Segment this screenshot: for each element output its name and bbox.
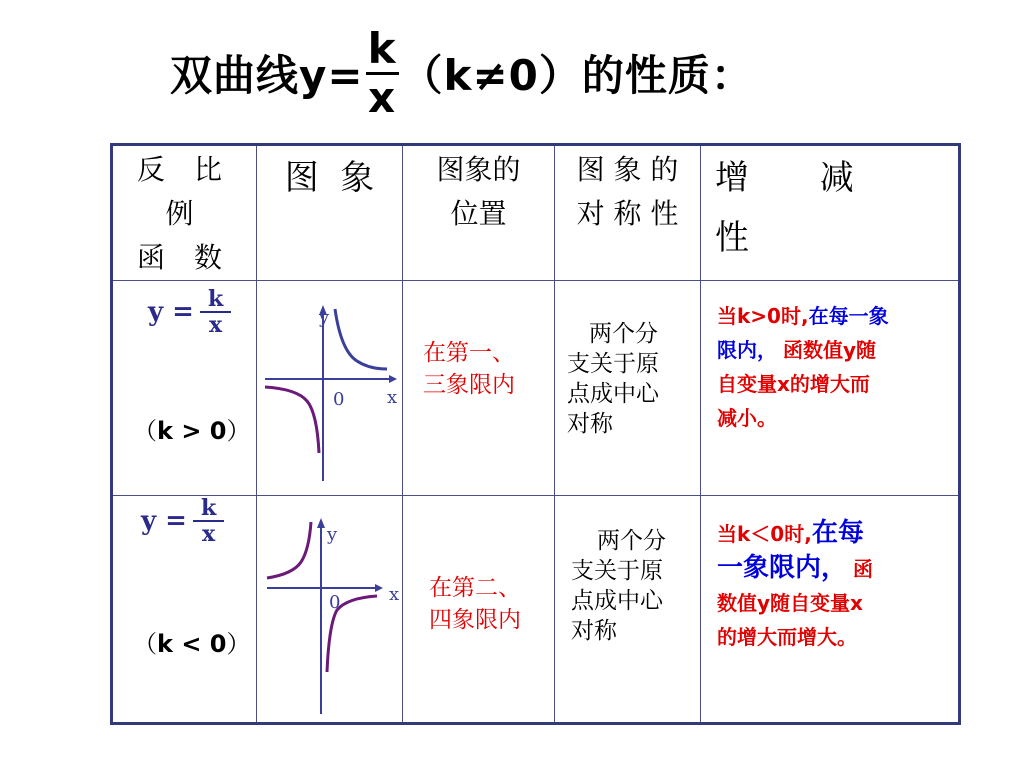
function-expression [141, 496, 224, 546]
origin-label: 0 [333, 389, 345, 410]
position-line2: 三象限内 [423, 372, 515, 398]
monotonic-cell [701, 496, 960, 724]
position-cell [403, 496, 555, 724]
x-axis-arrow [375, 584, 383, 592]
condition-open: （ [133, 630, 157, 658]
header-symmetry-line1: 图 象 的 [576, 153, 679, 186]
x-axis-arrow [389, 375, 397, 383]
row-k-negative [112, 496, 960, 724]
title-fraction-numerator: k [367, 23, 397, 73]
function-numerator: k [193, 496, 224, 522]
symmetry-line1: 两个分 [589, 321, 658, 347]
monotonic-red-2: 数值y随自变量x [717, 591, 863, 615]
hyperbola-graph-negative [257, 496, 403, 722]
function-lhs: y = [148, 297, 194, 328]
function-lhs: y = [141, 506, 187, 537]
axis-x-label: x [387, 387, 398, 408]
symmetry-line2: 支关于原 [567, 351, 659, 377]
condition [133, 411, 250, 446]
header-symmetry-line2: 对 称 性 [576, 197, 679, 230]
axis-y-label: y [327, 524, 338, 545]
symmetry-line3: 点成中心 [567, 381, 659, 407]
header-function-line1: 反 比 例 [137, 153, 232, 230]
condition-expr: k > 0 [157, 417, 227, 445]
y-axis-arrow [317, 518, 325, 528]
header-position-line2: 位置 [450, 197, 507, 230]
condition-close: ） [226, 630, 251, 658]
function-fraction [193, 496, 224, 546]
hyperbola-graph-positive [257, 281, 403, 495]
monotonic-red-2: 自变量x的增大而 [717, 372, 870, 396]
monotonic-text [717, 516, 950, 654]
branch-quadrant-1 [335, 309, 387, 369]
function-fraction [200, 287, 231, 337]
properties-table [110, 143, 961, 725]
function-numerator: k [200, 287, 231, 313]
header-symmetry [555, 145, 701, 281]
symmetry-line4: 对称 [567, 411, 613, 437]
condition-open: （ [133, 417, 157, 445]
header-monotonic-label: 增 减 性 [715, 158, 884, 258]
symmetry-cell [555, 281, 701, 496]
symmetry-cell [555, 496, 701, 724]
position-text [423, 337, 515, 401]
function-cell [112, 496, 257, 724]
branch-quadrant-2 [267, 522, 311, 578]
header-graph [257, 145, 403, 281]
header-position-line1: 图象的 [436, 153, 521, 186]
monotonic-cell [701, 281, 960, 496]
header-monotonic [701, 145, 960, 281]
branch-quadrant-3 [265, 387, 319, 453]
position-line1: 在第一、 [423, 340, 515, 366]
symmetry-text [571, 526, 666, 646]
header-function [112, 145, 257, 281]
axis-x-label: x [389, 584, 400, 605]
function-expression [148, 287, 231, 337]
condition-close: ） [226, 417, 251, 445]
monotonic-red-3: 减小。 [717, 406, 777, 430]
header-row [112, 145, 960, 281]
symmetry-line1: 两个分 [597, 528, 666, 554]
monotonic-blue-1: 在每一象 [808, 304, 889, 328]
position-text [429, 572, 521, 636]
monotonic-text [717, 299, 950, 435]
monotonic-blue-1: 在每 [811, 518, 864, 548]
condition-expr: k < 0 [157, 630, 227, 658]
position-cell [403, 281, 555, 496]
monotonic-blue-2: 限内， [717, 338, 777, 362]
monotonic-blue-2: 一象限内， [717, 553, 848, 583]
title-suffix: （k≠0）的性质： [400, 51, 754, 100]
title-fraction-denominator: x [368, 72, 397, 122]
header-position [403, 145, 555, 281]
function-denominator: x [202, 521, 216, 548]
monotonic-condition: 当k＜0时, [717, 522, 812, 546]
monotonic-condition: 当k>0时, [717, 304, 809, 328]
header-function-line2: 函 数 [137, 241, 232, 274]
title-fraction [366, 23, 399, 122]
row-k-positive [112, 281, 960, 496]
function-cell [112, 281, 257, 496]
monotonic-red-1: 函数值y随 [783, 338, 877, 362]
origin-label: 0 [329, 592, 341, 613]
symmetry-text [567, 319, 659, 439]
position-line1: 在第二、 [429, 575, 521, 601]
graph-cell [257, 496, 403, 724]
axis-y-label: y [319, 307, 330, 328]
page-title [170, 23, 754, 122]
position-line2: 四象限内 [429, 607, 521, 633]
title-prefix: 双曲线y= [170, 51, 364, 100]
condition [133, 624, 250, 659]
monotonic-red-3: 的增大而增大。 [717, 625, 857, 649]
function-denominator: x [209, 312, 223, 339]
header-graph-label: 图 象 [284, 158, 375, 198]
monotonic-red-1: 函 [853, 557, 874, 581]
symmetry-line2: 支关于原 [571, 558, 663, 584]
symmetry-line4: 对称 [571, 618, 617, 644]
symmetry-line3: 点成中心 [571, 588, 663, 614]
graph-cell [257, 281, 403, 496]
